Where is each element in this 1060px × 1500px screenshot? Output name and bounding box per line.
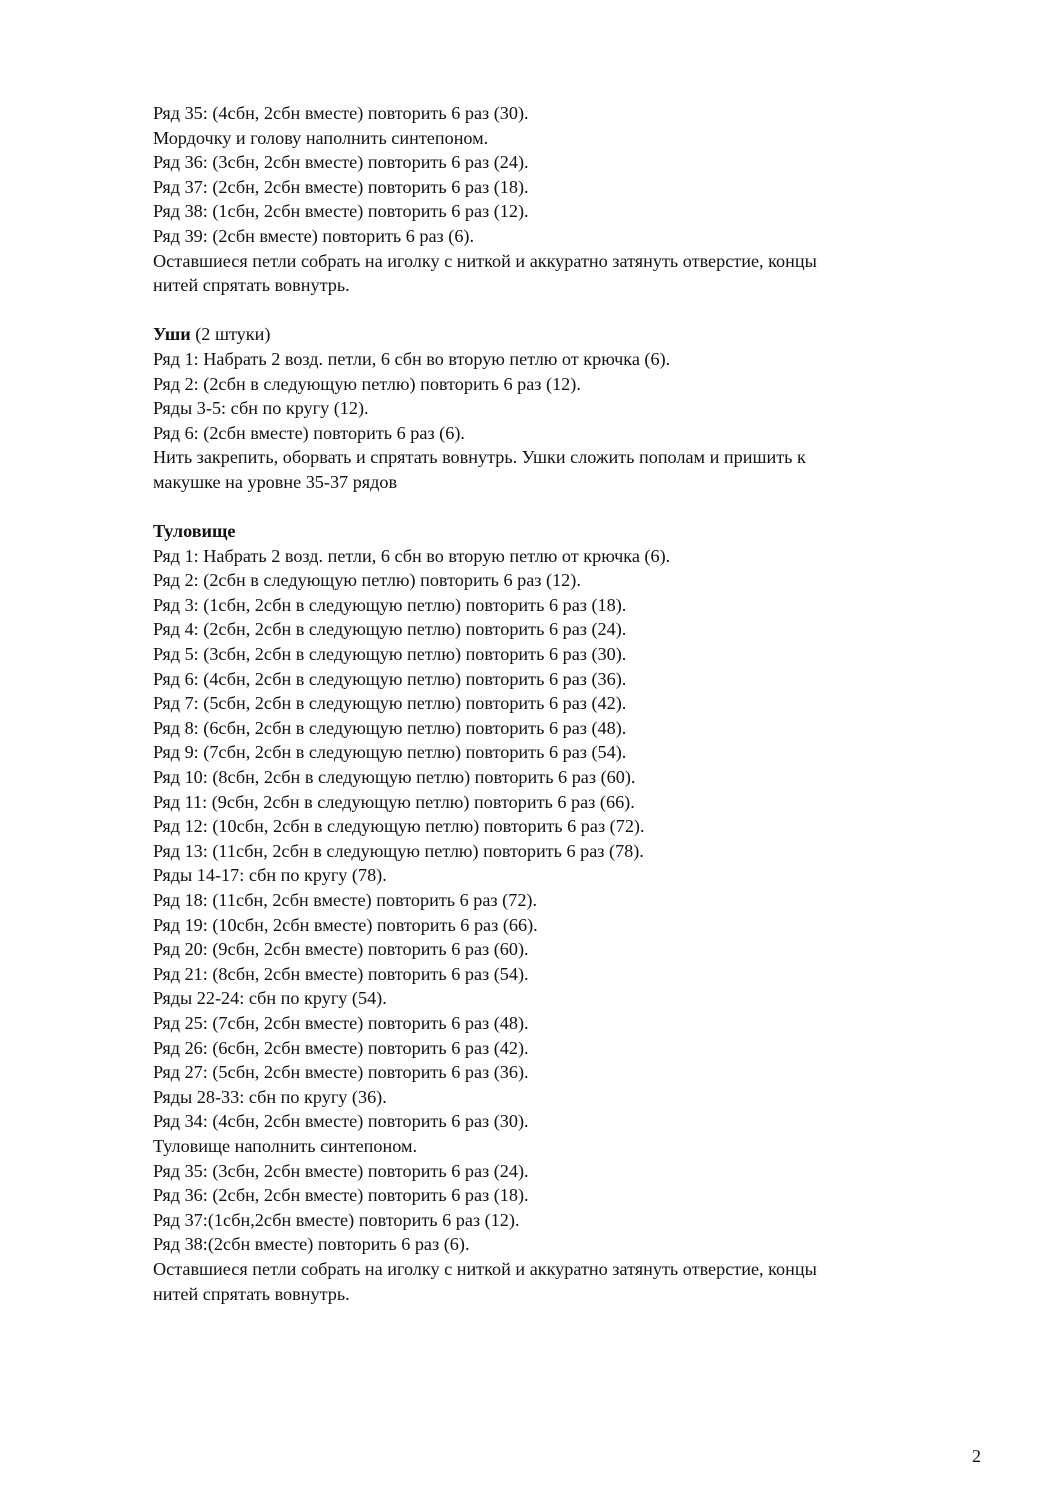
instruction-line: Ряд 37:(1сбн,2сбн вместе) повторить 6 раз (12). [153,1209,520,1230]
instruction-line: Ряд 39: (2сбн вместе) повторить 6 раз (6). [153,225,475,246]
instruction-line: Ряд 13: (11сбн, 2сбн в следующую петлю) повторить 6 раз (78). [153,840,644,861]
section-spacer [153,495,973,520]
instruction-line: Ряды 14-17: сбн по кругу (78). [153,865,387,886]
instruction-line: Ряд 6: (4сбн, 2сбн в следующую петлю) повторить 6 раз (36). [153,668,627,689]
instruction-line: Ряд 11: (9сбн, 2сбн в следующую петлю) повторить 6 раз (66). [153,791,635,812]
section-heading [153,322,973,347]
instruction-line: Туловище наполнить синтепоном. [153,1135,418,1156]
instruction-line: нитей спрятать вовнутрь. [153,275,350,296]
body-section [153,519,973,1306]
instruction-line: Оставшиеся петли собрать на иголку с ниткой и аккуратно затянуть отверстие, концы [153,250,817,271]
instruction-line: Ряд 38:(2сбн вместе) повторить 6 раз (6). [153,1234,470,1255]
instruction-line: Ряд 36: (2сбн, 2сбн вместе) повторить 6 раз (18). [153,1185,529,1206]
section-spacer [153,298,973,323]
instruction-line: Оставшиеся петли собрать на иголку с ниткой и аккуратно затянуть отверстие, концы [153,1258,817,1279]
instruction-line: Ряд 3: (1сбн, 2сбн в следующую петлю) повторить 6 раз (18). [153,594,627,615]
page-content [153,101,973,1306]
instruction-line: Ряд 10: (8сбн, 2сбн в следующую петлю) повторить 6 раз (60). [153,767,636,788]
instruction-line: Ряд 25: (7сбн, 2сбн вместе) повторить 6 раз (48). [153,1012,529,1033]
instruction-line: Ряд 7: (5сбн, 2сбн в следующую петлю) повторить 6 раз (42). [153,693,627,714]
section-title: Туловище [153,521,236,542]
instruction-line: Ряд 19: (10сбн, 2сбн вместе) повторить 6 раз (66). [153,914,538,935]
instruction-line: Ряд 1: Набрать 2 возд. петли, 6 сбн во вторую петлю от крючка (6). [153,545,671,566]
instruction-line: Ряд 21: (8сбн, 2сбн вместе) повторить 6 раз (54). [153,963,529,984]
instruction-line: Ряд 18: (11сбн, 2сбн вместе) повторить 6 раз (72). [153,890,538,910]
instruction-line: Ряды 22-24: сбн по кругу (54). [153,988,387,1009]
instruction-line: Ряд 2: (2сбн в следующую петлю) повторить 6 раз (12). [153,373,581,394]
instruction-line: Ряд 20: (9сбн, 2сбн вместе) повторить 6 раз (60). [153,939,529,960]
instruction-line: Мордочку и голову наполнить синтепоном. [153,127,489,148]
instruction-line: Ряд 26: (6сбн, 2сбн вместе) повторить 6 раз (42). [153,1037,529,1058]
instruction-line: Ряд 38: (1сбн, 2сбн вместе) повторить 6 раз (12). [153,201,529,222]
instruction-line: Ряд 9: (7сбн, 2сбн в следующую петлю) повторить 6 раз (54). [153,742,627,763]
instruction-line: Ряд 12: (10сбн, 2сбн в следующую петлю) повторить 6 раз (72). [153,816,645,837]
instruction-line: Ряд 1: Набрать 2 возд. петли, 6 сбн во вторую петлю от крючка (6). [153,348,671,369]
section-title-note: (2 штуки) [190,324,271,345]
ears-section [153,322,973,494]
instruction-line: макушке на уровне 35-37 рядов [153,471,398,492]
instruction-line: Ряд 36: (3сбн, 2сбн вместе) повторить 6 раз (24). [153,152,529,173]
instruction-line: Ряд 27: (5сбн, 2сбн вместе) повторить 6 раз (36). [153,1062,529,1083]
instruction-line: Ряд 37: (2сбн, 2сбн вместе) повторить 6 раз (18). [153,176,529,197]
instruction-line: Ряд 4: (2сбн, 2сбн в следующую петлю) повторить 6 раз (24). [153,619,627,640]
page-number: 2 [972,1446,982,1466]
instruction-line: Ряд 6: (2сбн вместе) повторить 6 раз (6). [153,422,465,443]
instruction-line: Ряд 5: (3сбн, 2сбн в следующую петлю) повторить 6 раз (30). [153,644,627,665]
instruction-line: Нить закрепить, оборвать и спрятать вовнутрь. Ушки сложить пополам и пришить к [153,447,806,468]
instruction-line: Ряды 3-5: сбн по кругу (12). [153,398,369,419]
instruction-line: Ряды 28-33: сбн по кругу (36). [153,1086,387,1107]
instruction-line: Ряд 2: (2сбн в следующую петлю) повторить 6 раз (12). [153,570,581,591]
instruction-line: Ряд 35: (4сбн, 2сбн вместе) повторить 6 раз (30). [153,103,529,123]
instruction-line: Ряд 8: (6сбн, 2сбн в следующую петлю) повторить 6 раз (48). [153,717,627,738]
head-instructions [153,101,973,298]
instruction-line: нитей спрятать вовнутрь. [153,1283,350,1304]
section-title: Уши [153,324,191,345]
instruction-line: Ряд 34: (4сбн, 2сбн вместе) повторить 6 раз (30). [153,1111,529,1132]
instruction-line: Ряд 35: (3сбн, 2сбн вместе) повторить 6 раз (24). [153,1160,529,1181]
